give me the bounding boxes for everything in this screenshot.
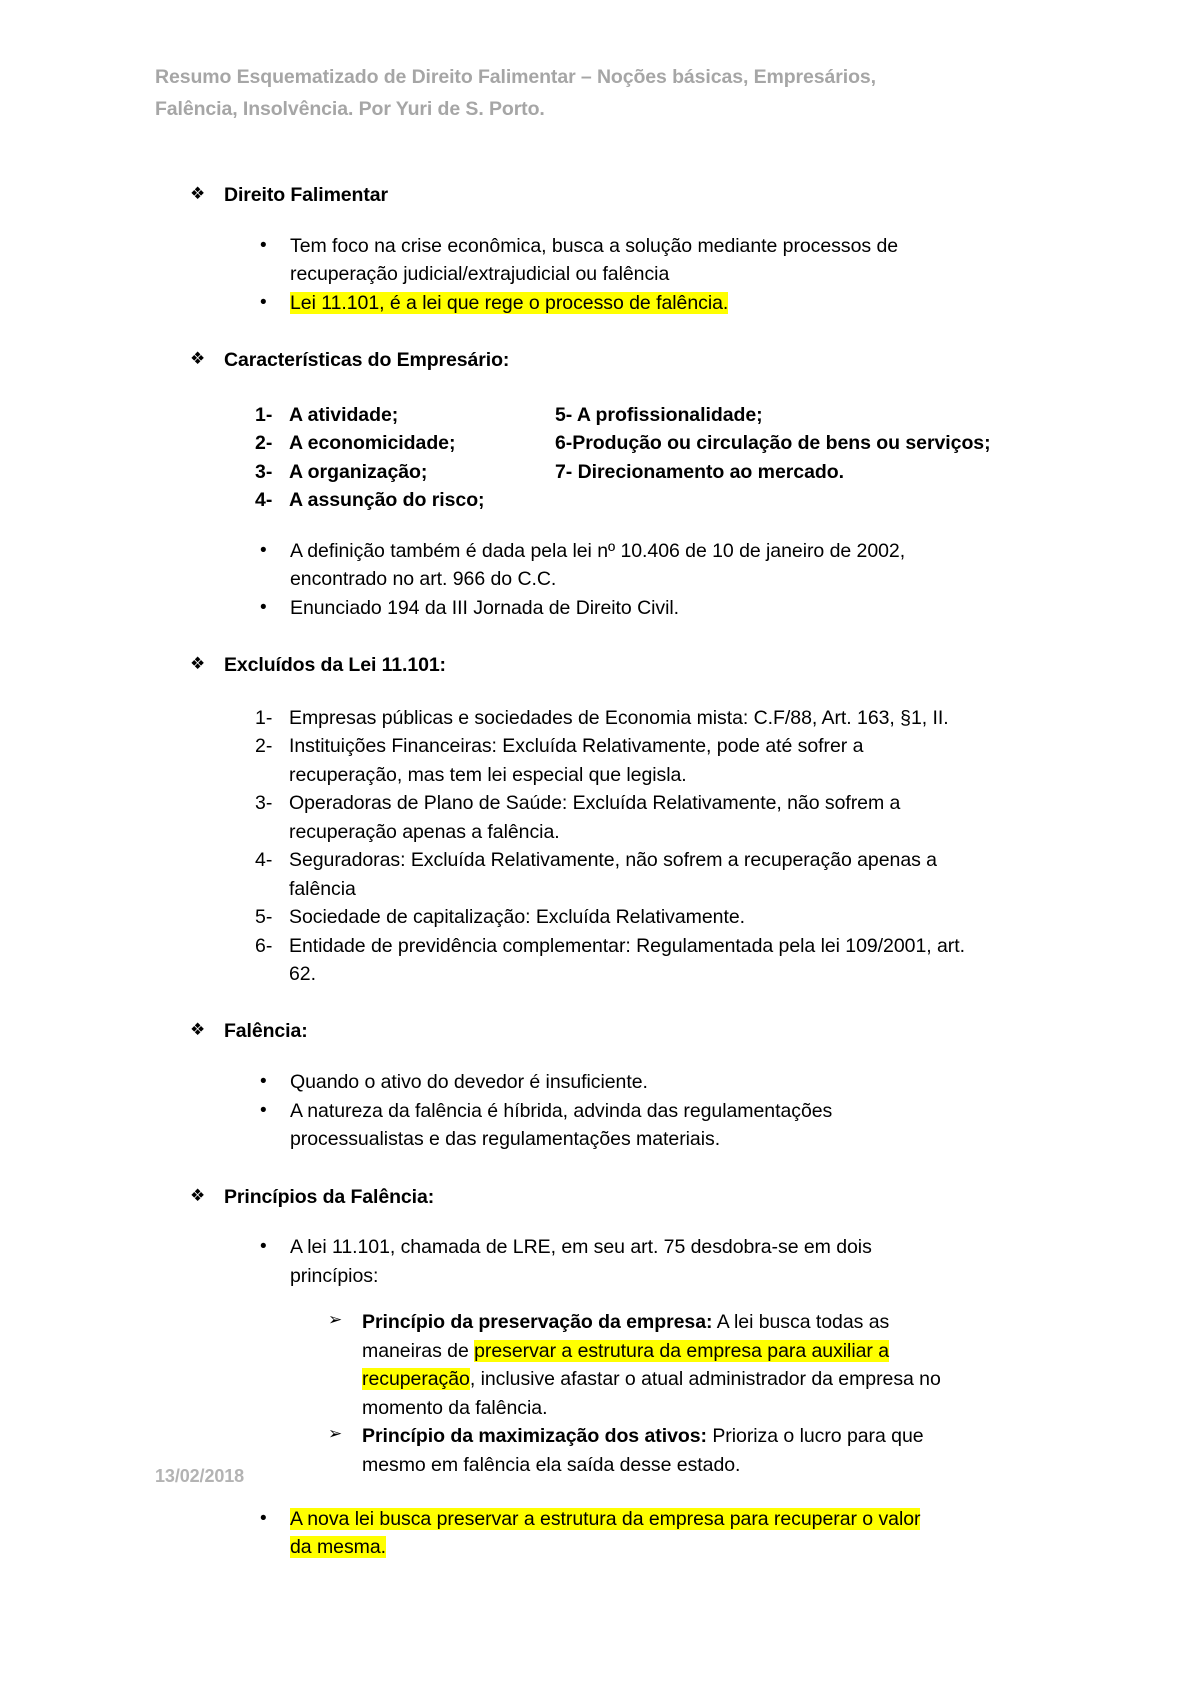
list-number: 1- [255,403,273,426]
list-item-text [362,1308,953,1422]
list-item-text: A definição também é dada pela lei nº 10.406 de 10 de janeiro de 2002, encontrado no art. 966 do C.C. [290,539,906,591]
list-item [255,932,975,989]
round-bullet-icon: • [260,1071,267,1093]
list-item [258,289,958,317]
highlighted-text: A nova lei busca preservar a estrutura da empresa para recuperar o valor da mesma. [290,1507,921,1559]
section-heading-caracteristicas [190,347,1200,375]
list-item-text: Entidade de previdência complementar: Regulamentada pela lei 109/2001, art. 62. [289,934,965,985]
numbered-list-left [255,401,555,515]
diamond-bullet-icon: ❖ [190,349,206,369]
list-item [258,537,958,594]
document-body [0,152,1200,1562]
round-bullet-icon: • [260,1099,267,1121]
list-item [258,1068,958,1096]
list-item [255,704,975,732]
list-item-text: Tem foco na crise econômica, busca a solução mediante processos de recuperação judicial/extrajudicial ou falência [290,234,899,286]
list-number: 4- [255,849,273,872]
diamond-bullet-icon: ❖ [190,184,206,203]
list-item-text: A economicidade; [289,432,456,455]
round-bullet-icon: • [260,596,267,618]
list-number: 3- [255,792,273,815]
list-item-text [362,1422,953,1479]
list-item [258,1097,958,1154]
section-heading-excluidos [190,652,1200,680]
section-heading-falencia [190,1018,1200,1046]
bullet-list-direito-falimentar [258,232,958,317]
list-item [555,401,1015,429]
bullet-list-principios-intro [258,1233,958,1290]
bullet-list-definicao [258,537,958,622]
round-bullet-icon: • [260,539,267,561]
heading-text: Direito Falimentar [224,184,388,206]
list-item [555,429,1015,457]
list-number: 5- [255,906,273,929]
list-number: 1- [255,706,273,729]
list-item [255,486,555,514]
list-item [258,1505,938,1562]
diamond-bullet-icon: ❖ [190,1020,206,1040]
list-item-text: A assunção do risco; [289,489,485,512]
bullet-list-falencia [258,1068,958,1153]
characteristics-column-left [255,401,555,515]
heading-text: Características do Empresário: [224,349,510,372]
heading-text: Princípios da Falência: [224,1185,435,1208]
highlighted-text: preservar a estrutura da empresa para auxiliar a recuperação [362,1339,890,1391]
list-item-text: Instituições Financeiras: Excluída Relativamente, pode até sofrer a recuperação, mas tem lei especial que legisla. [289,735,864,786]
list-number: 2- [255,735,273,758]
list-item [258,594,958,622]
section-heading-direito-falimentar [190,182,1200,210]
list-item [258,1233,958,1290]
list-item [255,732,975,789]
diamond-bullet-icon: ❖ [190,1185,206,1205]
list-number: 3- [255,460,273,483]
list-item-text: Enunciado 194 da III Jornada de Direito Civil. [290,596,680,619]
list-item-text: Empresas públicas e sociedades de Economia mista: C.F/88, Art. 163, §1, II. [289,706,949,729]
highlighted-text: Lei 11.101, é a lei que rege o processo de falência. [290,291,729,314]
list-item-text: A lei 11.101, chamada de LRE, em seu art. 75 desdobra-se em dois princípios: [290,1236,872,1287]
list-number: 4- [255,489,273,512]
list-item [255,903,975,931]
heading-text: Excluídos da Lei 11.101: [224,654,446,677]
list-item [258,232,958,289]
list-item-text: 5- A profissionalidade; [555,403,763,426]
footer-date: 13/02/2018 [155,1466,245,1486]
list-item [328,1422,953,1479]
list-item-text [290,289,958,317]
heading-text: Falência: [224,1020,308,1043]
list-number: 2- [255,432,273,455]
numbered-list-right [555,401,1015,486]
characteristics-column-right [555,401,1015,515]
round-bullet-icon: • [260,291,267,313]
characteristics-columns [255,401,1015,515]
list-item-text: 6-Produção ou circulação de bens ou serviços; [555,432,991,455]
list-item [328,1308,953,1422]
principio-text-before: A lei busca todas as maneiras de [362,1311,890,1362]
principio-title: Princípio da maximização dos ativos: [362,1425,707,1448]
numbered-list-excluidos [255,704,975,989]
list-item [255,458,555,486]
arrow-list-principios [328,1308,953,1479]
list-item-text: Sociedade de capitalização: Excluída Relativamente. [289,906,745,929]
list-item [555,458,1015,486]
section-heading-principios [190,1184,1200,1212]
list-item-text: A atividade; [289,403,399,426]
arrow-bullet-icon: ➢ [328,1424,343,1444]
list-item [255,429,555,457]
round-bullet-icon: • [260,1507,267,1529]
list-item-text: 7- Direcionamento ao mercado. [555,460,844,483]
list-item [255,401,555,429]
diamond-bullet-icon: ❖ [190,654,206,674]
list-number: 6- [255,934,273,957]
list-item [255,789,975,846]
list-item-text: Seguradoras: Excluída Relativamente, não sofrem a recuperação apenas a falência [289,849,937,900]
arrow-bullet-icon: ➢ [328,1310,343,1330]
principio-text-after: , inclusive afastar o atual administrador da empresa no momento da falência. [362,1368,941,1419]
principio-text-before: Prioriza o lucro para que mesmo em falência ela saída desse estado. [362,1425,924,1476]
list-item-text [290,1505,938,1562]
list-item-text: A natureza da falência é híbrida, advinda das regulamentações processualistas e das regulamentações materiais. [290,1099,833,1151]
list-item-text: Operadoras de Plano de Saúde: Excluída Relativamente, não sofrem a recuperação apenas a falência. [289,792,901,843]
round-bullet-icon: • [260,1236,267,1258]
round-bullet-icon: • [260,234,267,256]
list-item [255,846,975,903]
list-item-text: A organização; [289,460,428,483]
bullet-list-principios-final [258,1505,938,1562]
principio-title: Princípio da preservação da empresa: [362,1311,713,1334]
document-header: Resumo Esquematizado de Direito Falimentar – Noções básicas, Empresários, Falência, Insolvência. Por Yuri de S. Porto. [155,66,876,120]
list-item-text: Quando o ativo do devedor é insuficiente. [290,1071,648,1094]
